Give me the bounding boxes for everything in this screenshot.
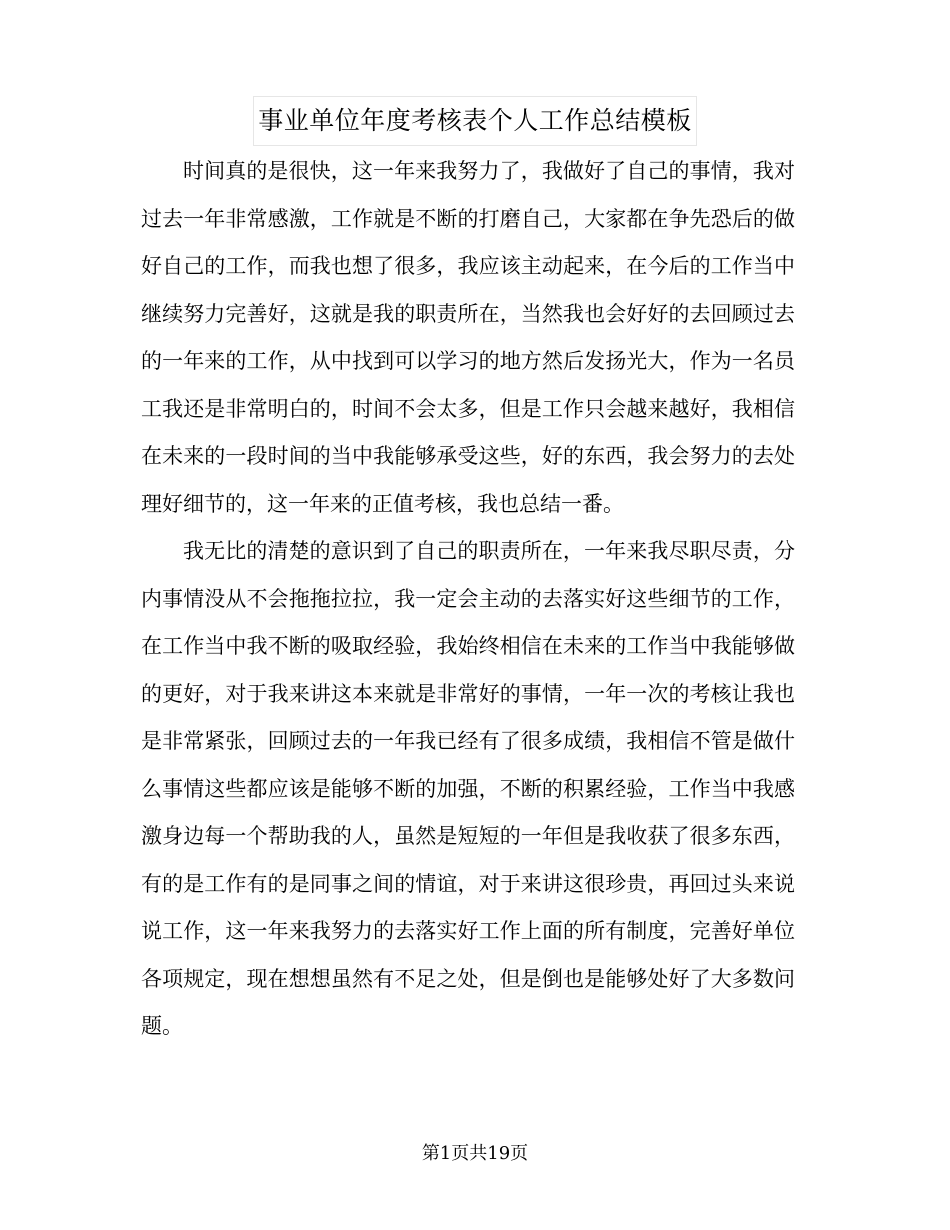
document-body	[141, 148, 795, 1051]
paragraph-1: 时间真的是很快，这一年来我努力了，我做好了自己的事情，我对过去一年非常感激，工作就是不断的打磨自己，大家都在争先恐后的做好自己的工作，而我也想了很多，我应该主动起来，在今后的工作当中继续努力完善好，这就是我的职责所在，当然我也会好好的去回顾过去的一年来的工作，从中找到可以学习的地方然后发扬光大，作为一名员工我还是非常明白的，时间不会太多，但是工作只会越来越好，我相信在未来的一段时间的当中我能够承受这些，好的东西，我会努力的去处理好细节的，这一年来的正值考核，我也总结一番。	[141, 159, 795, 516]
paragraph-2: 我无比的清楚的意识到了自己的职责所在，一年来我尽职尽责，分内事情没从不会拖拖拉拉，我一定会主动的去落实好这些细节的工作，在工作当中我不断的吸取经验，我始终相信在未来的工作当中我能够做的更好，对于我来讲这本来就是非常好的事情，一年一次的考核让我也是非常紧张，回顾过去的一年我已经有了很多成绩，我相信不管是做什么事情这些都应该是能够不断的加强，不断的积累经验，工作当中我感激身边每一个帮助我的人，虽然是短短的一年但是我收获了很多东西，有的是工作有的是同事之间的情谊，对于来讲这很珍贵，再回过头来说说工作，这一年来我努力的去落实好工作上面的所有制度，完善好单位各项规定，现在想想虽然有不足之处，但是倒也是能够处好了大多数问题。	[141, 539, 795, 1038]
document-title: 事业单位年度考核表个人工作总结模板	[253, 96, 697, 146]
page-number: 第1页共19页	[421, 1143, 529, 1164]
title-container	[0, 96, 950, 146]
